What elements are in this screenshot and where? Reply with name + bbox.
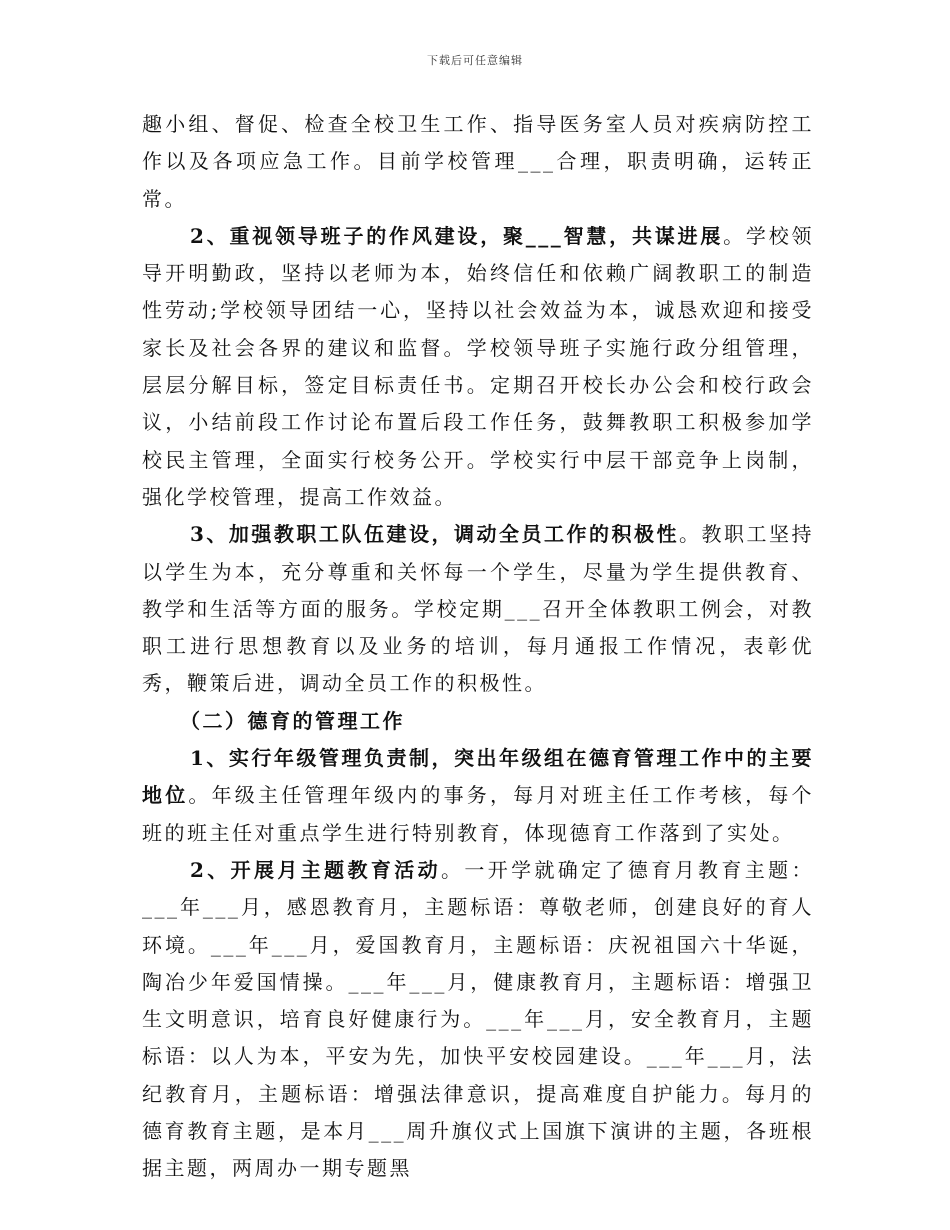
page-header: 下载后可任意编辑 (427, 54, 523, 67)
paragraph-heading-bold: 3、加强教职工队伍建设，调动全员工作的积极性 (190, 522, 679, 547)
paragraph-body: 。一开学就确定了德育月教育主题：___年___月，感恩教育月，主题标语：尊敬老师，创建良好的育人环境。___年___月，爱国教育月，主题标语：庆祝祖国六十华诞，陶冶少年爱国情操。___年___月，健康教育月，主题标语：增强卫生文明意识，培育良好健康行为。___年___月，安全教育月，主题标语：以人为本，平安为先，加快平安校园建设。___年___月，法纪教育月，主题标语：增强法律意识，提高难度自护能力。每月的德育教育主题，是本月___周升旗仪式上国旗下演讲的主题，各班根据主题，两周办一期专题黑 (142, 857, 814, 1181)
paragraph-staff-building (142, 516, 814, 702)
paragraph-heading-bold: 2、重视领导班子的作风建设，聚___智慧，共谋进展 (190, 223, 724, 248)
document-body (142, 106, 814, 1188)
paragraph-monthly-theme (142, 852, 814, 1188)
paragraph-continuation: 趣小组、督促、检查全校卫生工作、指导医务室人员对疾病防控工作以及各项应急工作。目前学校管理___合理，职责明确，运转正常。 (142, 112, 814, 211)
paragraph-body: 。年级主任管理年级内的事务，每月对班主任工作考核，每个班的班主任对重点学生进行特别教育，体现德育工作落到了实处。 (142, 783, 815, 845)
paragraph-heading-bold: 1、实行年级管理负责制，突出年级组在德育管理工作中的主要地位 (142, 746, 814, 808)
paragraph-heading-bold: 2、开展月主题教育活动 (190, 857, 441, 882)
paragraph-body: 。学校领导开明勤政，坚持以老师为本，始终信任和依赖广阔教职工的制造性劳动;学校领导团结一心，坚持以社会效益为本，诚恳欢迎和接受家长及社会各界的建议和监督。学校领导班子实施行政分组管理，层层分解目标，签定目标责任书。定期召开校长办公会和校行政会议，小结前段工作讨论布置后段工作任务，鼓舞教职工积极参加学校民主管理，全面实行校务公开。学校实行中层干部竞争上岗制，强化学校管理，提高工作效益。 (142, 223, 814, 509)
paragraph-grade-management (142, 740, 814, 852)
paragraph-leadership-style (142, 218, 814, 516)
paragraph-body: 。教职工坚持以学生为本，充分尊重和关怀每一个学生，尽量为学生提供教育、教学和生活等方面的服务。学校定期___召开全体教职工例会，对教职工进行思想教育以及业务的培训，每月通报工作情况，表彰优秀，鞭策后进，调动全员工作的积极性。 (142, 522, 814, 696)
section-heading: （二）德育的管理工作 (180, 708, 405, 733)
